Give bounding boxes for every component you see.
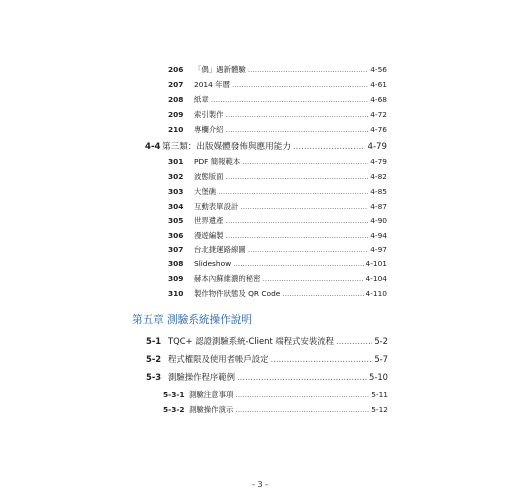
section-page: 4-79 [367, 142, 387, 152]
entry-title: 「偶」遇新體驗 [194, 65, 246, 74]
section-number: 5-2 [146, 354, 162, 364]
toc-section [146, 371, 388, 383]
leader-dots [237, 372, 367, 382]
toc-entry [163, 404, 388, 415]
entry-page: 4-68 [370, 95, 387, 104]
entry-page: 4-104 [365, 274, 387, 283]
leader-dots [336, 336, 372, 346]
leader-dots [218, 187, 368, 196]
toc-entry [168, 186, 387, 197]
section-title: 程式權限及使用者帳戶設定 [168, 354, 269, 364]
entry-page: 4-85 [370, 187, 387, 196]
section-page: 5-10 [368, 372, 388, 382]
entry-title: 世界遺產 [194, 216, 224, 225]
entry-number: 305 [168, 216, 184, 225]
toc-section [146, 353, 388, 365]
entry-number: 302 [168, 172, 184, 181]
toc-entry [168, 94, 387, 105]
toc-entry [168, 64, 387, 75]
toc-entry [168, 156, 387, 167]
toc-entry [168, 259, 387, 268]
entry-page: 4-110 [365, 289, 387, 298]
leader-dots [271, 354, 373, 364]
toc-entry [163, 389, 388, 400]
toc-entry [168, 244, 387, 255]
leader-dots [226, 125, 369, 134]
entry-page: 4-90 [370, 216, 387, 225]
entry-number: 206 [168, 65, 184, 74]
entry-page: 4-87 [370, 202, 387, 211]
leader-dots [242, 157, 368, 166]
section-title: 測驗操作程序範例 [168, 372, 235, 382]
entry-number: 209 [168, 110, 184, 119]
section-number: 5-1 [146, 336, 162, 346]
toc-entry [168, 201, 387, 212]
toc-entry [168, 124, 387, 135]
chapter-heading: 第五章 測驗系統操作說明 [132, 314, 252, 326]
section-title: 第三類：出版媒體發佈與應用能力 [162, 142, 291, 152]
page-number: - 3 - [252, 480, 268, 489]
entry-number: 207 [168, 80, 184, 89]
entry-title: 測驗注意事項 [189, 390, 234, 399]
entry-title: 波態版面 [194, 172, 224, 181]
toc-entry [168, 230, 387, 241]
section-number: 4-4 [145, 142, 161, 152]
entry-page: 4-79 [370, 157, 387, 166]
entry-number: 5-3-2 [163, 405, 185, 414]
leader-dots [293, 142, 366, 152]
leader-dots [232, 80, 368, 89]
entry-page: 4-82 [370, 172, 387, 181]
toc-entry [168, 171, 387, 182]
leader-dots [263, 274, 364, 283]
leader-dots [226, 216, 369, 225]
leader-dots [226, 172, 369, 181]
entry-title: 大堡礁 [194, 187, 217, 196]
entry-title: 測驗操作演示 [189, 405, 234, 414]
entry-page: 5-11 [371, 390, 388, 399]
leader-dots [235, 405, 369, 414]
leader-dots [211, 95, 368, 104]
section-title: TQC+ 認證測驗系統-Client 端程式安裝流程 [168, 336, 335, 346]
entry-number: 301 [168, 157, 184, 166]
entry-page: 4-76 [370, 125, 387, 134]
entry-title: 2014 年曆 [194, 80, 230, 89]
toc-section [146, 335, 388, 347]
section-page: 5-2 [374, 336, 388, 346]
leader-dots [226, 231, 369, 240]
entry-title: PDF 簡報範本 [194, 157, 241, 166]
entry-title: 赫本內蘇維濃的秘密 [194, 274, 261, 283]
entry-page: 4-97 [370, 245, 387, 254]
entry-page: 4-94 [370, 231, 387, 240]
leader-dots [240, 202, 368, 211]
entry-number: 309 [168, 274, 184, 283]
entry-number: 303 [168, 187, 184, 196]
entry-number: 304 [168, 202, 184, 211]
entry-page: 4-101 [365, 259, 387, 268]
leader-dots [226, 110, 369, 119]
entry-title: 製作物件狀態及 QR Code [194, 289, 281, 298]
entry-number: 310 [168, 289, 184, 298]
entry-number: 308 [168, 259, 184, 268]
entry-number: 208 [168, 95, 184, 104]
leader-dots [233, 259, 363, 268]
section-page: 5-7 [374, 354, 388, 364]
toc-entry [168, 288, 387, 299]
leader-dots [248, 245, 368, 254]
leader-dots [248, 65, 368, 74]
toc-entry [168, 215, 387, 226]
leader-dots [235, 390, 369, 399]
entry-title: 紙章 [194, 95, 209, 104]
toc-entry [168, 79, 387, 90]
entry-number: 5-3-1 [163, 390, 185, 399]
toc-entry [168, 109, 387, 120]
entry-page: 5-12 [371, 405, 388, 414]
entry-number: 306 [168, 231, 184, 240]
entry-title: 索引製作 [194, 110, 224, 119]
entry-title: 互動表單設計 [194, 202, 239, 211]
entry-number: 307 [168, 245, 184, 254]
toc-entry [168, 273, 387, 284]
entry-page: 4-56 [370, 65, 387, 74]
entry-page: 4-61 [370, 80, 387, 89]
toc-section [145, 140, 387, 152]
entry-title: 專欄介紹 [194, 125, 224, 134]
entry-number: 210 [168, 125, 184, 134]
leader-dots [282, 289, 363, 298]
entry-title: 漫遊編製 [194, 231, 224, 240]
section-number: 5-3 [146, 372, 162, 382]
entry-title: 台北捷運路線圖 [194, 245, 246, 254]
entry-page: 4-72 [370, 110, 387, 119]
entry-title: Slideshow [194, 259, 232, 268]
